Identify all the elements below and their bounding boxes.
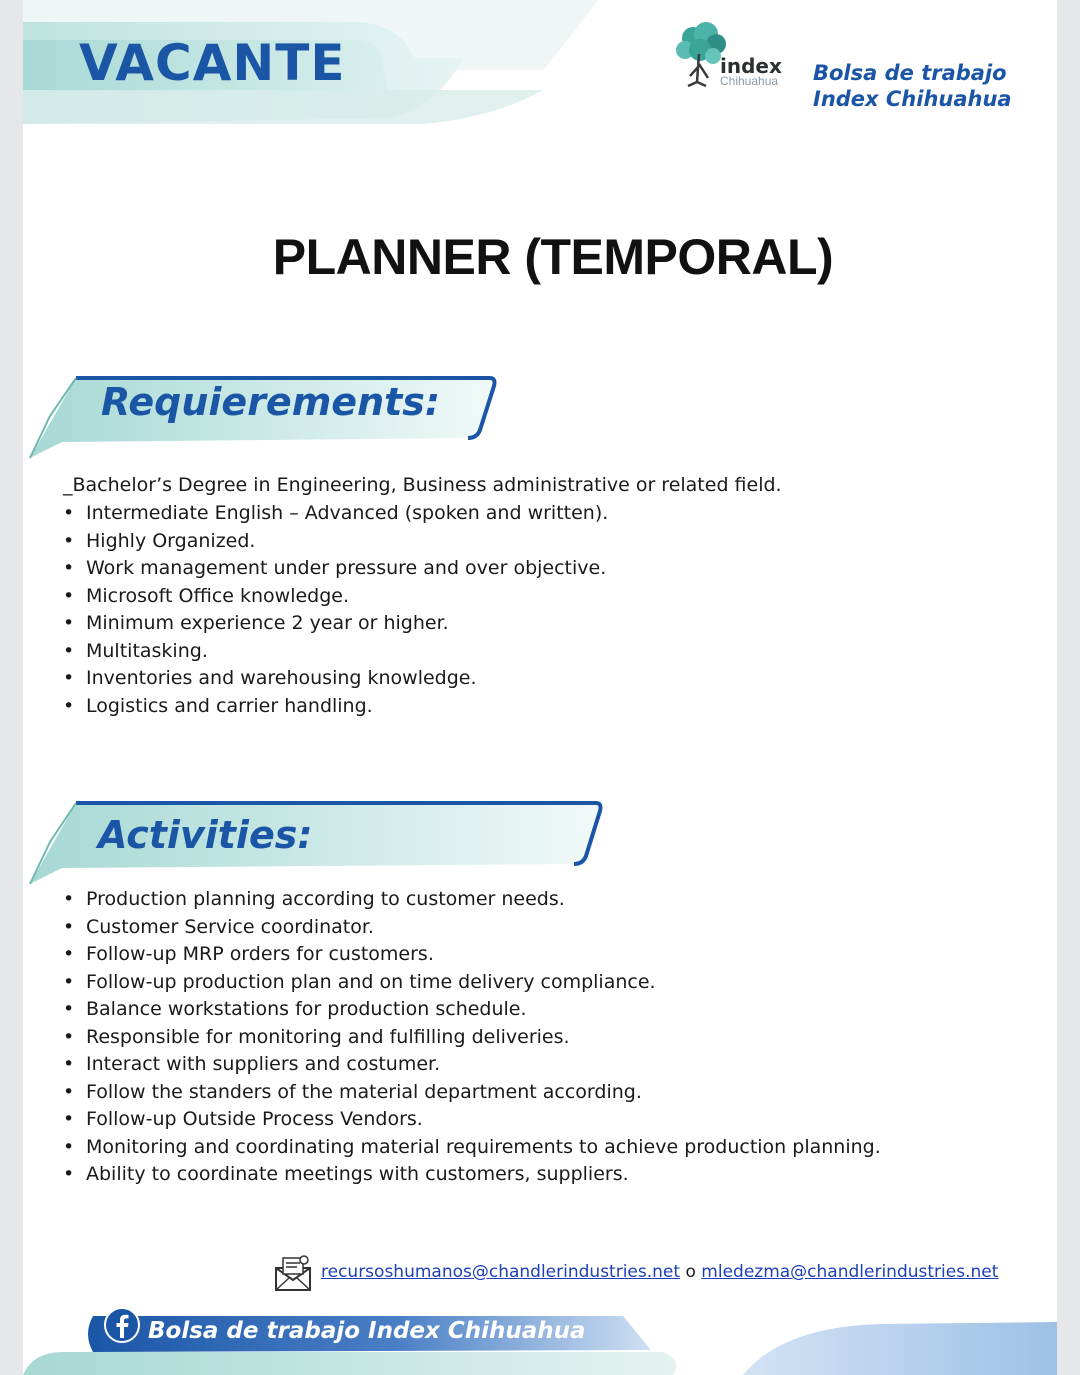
list-item-text: Production planning according to customer needs. xyxy=(86,888,565,910)
bullet-icon: • xyxy=(63,557,75,579)
activities-list xyxy=(63,886,881,1189)
list-item xyxy=(63,555,608,583)
list-item-text: Customer Service coordinator. xyxy=(86,915,374,938)
footer-facebook-label[interactable]: Bolsa de trabajo Index Chihuahua xyxy=(148,1318,586,1344)
bullet-icon: • xyxy=(63,970,75,993)
bullet-icon: • xyxy=(63,1053,75,1075)
contact-separator: o xyxy=(685,1262,696,1282)
organization-line-2: Index Chihuahua xyxy=(813,87,1012,111)
list-item xyxy=(63,610,608,638)
requirements-heading: Requierements: xyxy=(101,380,441,424)
requirements-list xyxy=(63,500,608,720)
email-link-mledezma[interactable]: mledezma@chandlerindustries.net xyxy=(701,1262,999,1282)
list-item xyxy=(63,941,881,969)
bullet-icon: • xyxy=(63,584,75,607)
list-item-text: Highly Organized. xyxy=(86,529,256,552)
list-item-text: Monitoring and coordinating material requirements to achieve production planning. xyxy=(86,1135,881,1158)
bullet-icon: • xyxy=(63,667,75,689)
email-link-recursoshumanos[interactable]: recursoshumanos@chandlerindustries.net xyxy=(321,1262,681,1282)
list-item xyxy=(63,996,881,1024)
organization-line-1: Bolsa de trabajo xyxy=(813,61,1007,85)
activities-heading: Activities: xyxy=(98,813,313,857)
list-item xyxy=(63,665,608,693)
bullet-icon: • xyxy=(63,943,75,965)
requirements-banner xyxy=(28,372,498,462)
list-item xyxy=(63,1024,881,1052)
list-item xyxy=(63,1051,881,1079)
list-item xyxy=(63,693,608,721)
logo-wordmark xyxy=(720,55,782,87)
list-item-text: Multitasking. xyxy=(86,639,208,662)
bullet-icon: • xyxy=(63,612,75,634)
list-item-text: Follow-up production plan and on time delivery compliance. xyxy=(86,970,656,993)
list-item xyxy=(63,914,881,942)
list-item xyxy=(63,583,608,611)
list-item-text: Inventories and warehousing knowledge. xyxy=(86,667,477,689)
activities-banner xyxy=(28,798,608,888)
list-item xyxy=(63,1161,881,1189)
list-item xyxy=(63,1079,881,1107)
list-item-text: Follow-up Outside Process Vendors. xyxy=(86,1108,423,1130)
facebook-icon xyxy=(103,1306,141,1344)
list-item xyxy=(63,528,608,556)
list-item xyxy=(63,500,608,528)
list-item-text: Responsible for monitoring and fulfilling deliveries. xyxy=(86,1025,570,1048)
contact-line xyxy=(321,1262,998,1282)
logo-name: index xyxy=(720,54,782,78)
job-posting-page xyxy=(23,0,1057,1375)
bullet-icon: • xyxy=(63,529,75,552)
requirements-lead-item: _Bachelor’s Degree in Engineering, Business administrative or related field. xyxy=(63,474,782,496)
bullet-icon: • xyxy=(63,998,75,1020)
bullet-icon: • xyxy=(63,502,75,524)
vacante-badge: VACANTE xyxy=(79,34,346,92)
list-item xyxy=(63,638,608,666)
bullet-icon: • xyxy=(63,1163,75,1185)
bullet-icon: • xyxy=(63,915,75,938)
list-item-text: Ability to coordinate meetings with customers, suppliers. xyxy=(86,1163,629,1185)
list-item xyxy=(63,1134,881,1162)
bullet-icon: • xyxy=(63,694,75,717)
list-item-text: Balance workstations for production schedule. xyxy=(86,998,527,1020)
bullet-icon: • xyxy=(63,1080,75,1103)
list-item xyxy=(63,1106,881,1134)
bullet-icon: • xyxy=(63,1025,75,1048)
list-item xyxy=(63,886,881,914)
bullet-icon: • xyxy=(63,1135,75,1158)
bullet-icon: • xyxy=(63,888,75,910)
list-item-text: Microsoft Office knowledge. xyxy=(86,584,350,607)
bullet-icon: • xyxy=(63,639,75,662)
list-item-text: Follow the standers of the material department according. xyxy=(86,1080,642,1103)
list-item xyxy=(63,969,881,997)
logo-subtitle: Chihuahua xyxy=(720,74,779,88)
list-item-text: Interact with suppliers and costumer. xyxy=(86,1053,441,1075)
list-item-text: Follow-up MRP orders for customers. xyxy=(86,943,434,965)
list-item-text: Minimum experience 2 year or higher. xyxy=(86,612,449,634)
bullet-icon: • xyxy=(63,1108,75,1130)
list-item-text: Work management under pressure and over objective. xyxy=(86,557,607,579)
job-title: PLANNER (TEMPORAL) xyxy=(272,229,834,285)
organization-name xyxy=(813,60,1012,112)
list-item-text: Intermediate English – Advanced (spoken and written). xyxy=(86,502,609,524)
mail-envelope-icon xyxy=(273,1254,313,1292)
list-item-text: Logistics and carrier handling. xyxy=(86,694,373,717)
